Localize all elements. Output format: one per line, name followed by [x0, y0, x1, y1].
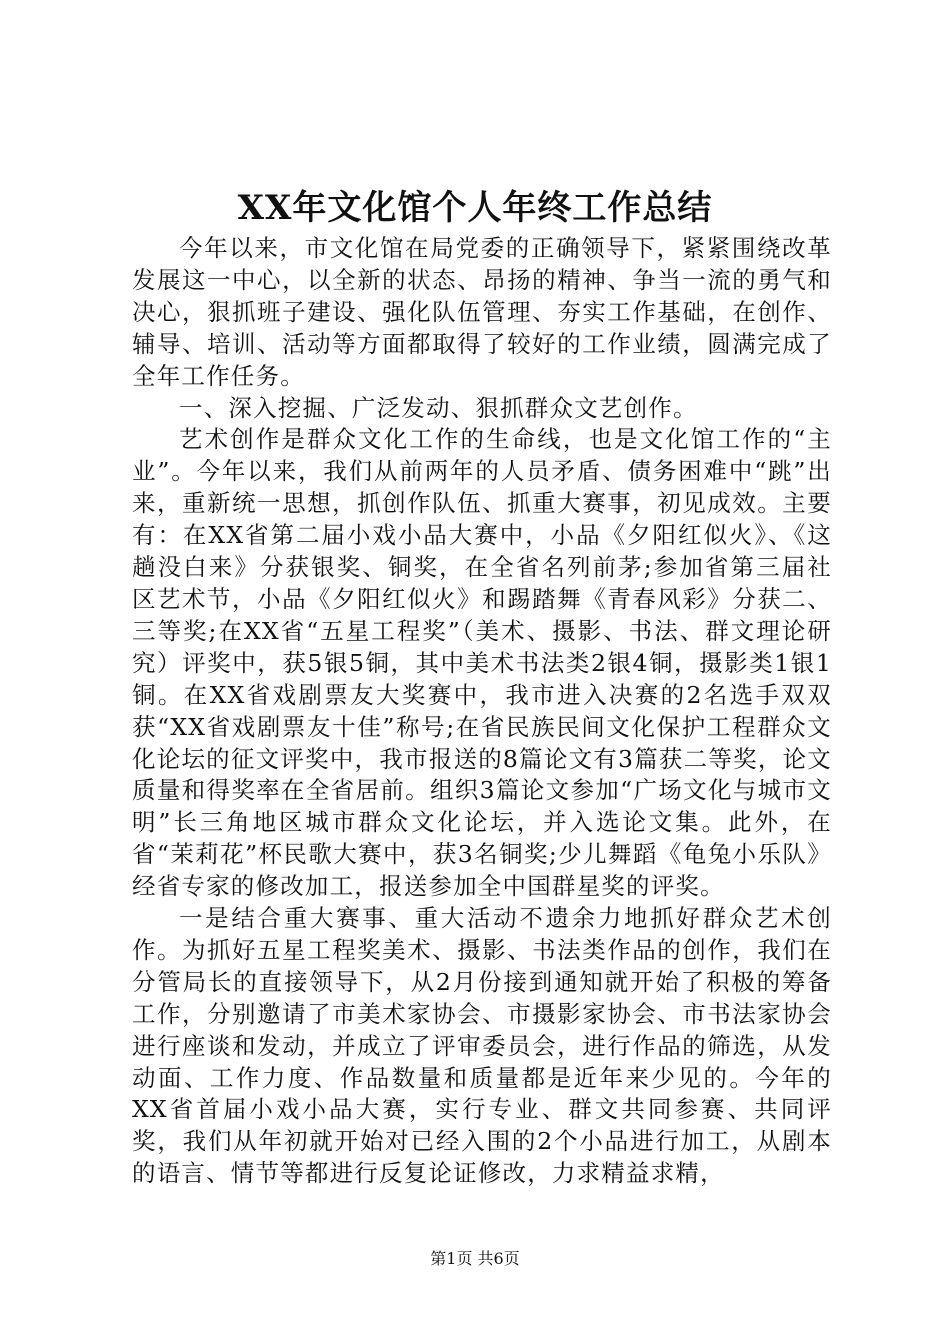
- document-body: [132, 233, 832, 1190]
- paragraph-major-events: 一是结合重大赛事、重大活动不遗余力地抓好群众艺术创作。为抓好五星工程奖美术、摄影、书法类作品的创作，我们在分管局长的直接领导下，从2月份接到通知就开始了积极的筹备工作，分别邀请了市美术家协会、市摄影家协会、市书法家协会进行座谈和发动，并成立了评审委员会，进行作品的筛选，从发动面、工作力度、作品数量和质量都是近年来少见的。今年的XX省首届小戏小品大赛，实行专业、群文共同参赛、共同评奖，我们从年初就开始对已经入围的2个小品进行加工，从剧本的语言、情节等都进行反复论证修改，力求精益求精，: [132, 904, 832, 1188]
- document-title: XX年文化馆个人年终工作总结: [237, 188, 713, 228]
- paragraph-art-creation: 艺术创作是群众文化工作的生命线，也是文化馆工作的“主业”。今年以来，我们从前两年的人员矛盾、债务困难中“跳”出来，重新统一思想，抓创作队伍、抓重大赛事，初见成效。主要有：在XX省第二届小戏小品大赛中，小品《夕阳红似火》、《这趟没白来》分获银奖、铜奖，在全省名列前茅;参加省第三届社区艺术节，小品《夕阳红似火》和踢踏舞《青春风彩》分获二、三等奖;在XX省“五星工程奖”（美术、摄影、书法、群文理论研究）评奖中，获5银5铜，其中美术书法类2银4铜，摄影类1银1铜。在XX省戏剧票友大奖赛中，我市进入决赛的2名选手双双获“XX省戏剧票友十佳”称号;在省民族民间文化保护工程群众文化论坛的征文评奖中，我市报送的8篇论文有3篇获二等奖，论文质量和得奖率在全省居前。组织3篇论文参加“广场文化与城市文明”长三角地区城市群众文化论坛，并入选论文集。此外，在省“茉莉花”杯民歌大赛中，获3名铜奖;少儿舞蹈《龟兔小乐队》经省专家的修改加工，报送参加全中国群星奖的评奖。: [132, 425, 832, 901]
- section-heading-1: 一、深入挖掘、广泛发动、狠抓群众文艺创作。: [179, 393, 698, 422]
- page-number-footer: 第1页 共6页: [430, 1249, 520, 1268]
- paragraph-intro: 今年以来，市文化馆在局党委的正确领导下，紧紧围绕改革发展这一中心，以全新的状态、昂扬的精神、争当一流的勇气和决心，狠抓班子建设、强化队伍管理、夯实工作基础，在创作、辅导、培训、活动等方面都取得了较好的工作业绩，圆满完成了全年工作任务。: [132, 234, 832, 390]
